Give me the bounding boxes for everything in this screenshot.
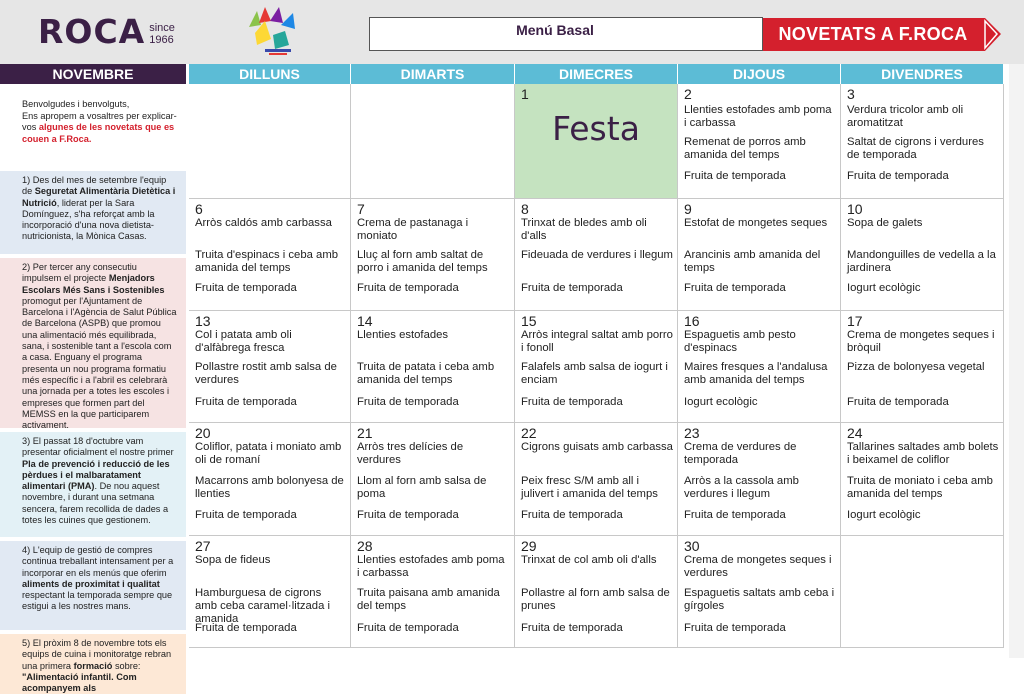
second-course: Peix fresc S/M amb all i julivert i amanida del temps — [521, 475, 658, 500]
day-number: 23 — [684, 425, 700, 441]
dessert: Fruita de temporada — [684, 170, 786, 182]
note-text: 4) L'equip de gestió de compres continua treballant intensament per a incorporar en els menús que oferim — [22, 545, 174, 578]
dessert: Fruita de temporada — [684, 622, 786, 634]
day-cell-22 — [515, 423, 678, 536]
note-highlight: Seguretat Alimentària Dietètica i Nutrició — [22, 186, 176, 208]
dessert: Fruita de temporada — [357, 282, 459, 294]
note-text: promogut per l'Ajuntament de Barcelona i l'Agència de Salut Pública de Barcelona (ASPB) que promou una alimentació més equilibrada, sana, i sostenible tant a l'escola com a casa. Enguany el programa presenta un nou programa formatiu més específic i a l'abril es celebrarà una jornada per a totes les escoles i empreses que formen part del MEMSS en la que participarem activament. — [22, 295, 177, 431]
day-number: 20 — [195, 425, 211, 441]
dessert: Fruita de temporada — [684, 509, 786, 521]
day-cell-21 — [351, 423, 515, 536]
day-number: 14 — [357, 313, 373, 329]
logo-since: since 1966 — [149, 22, 175, 46]
day-number: 6 — [195, 201, 203, 217]
note-text: 3) El passat 18 d'octubre vam presentar oficialment el nostre primer — [22, 436, 174, 458]
second-course: Pollastre al forn amb salsa de prunes — [521, 587, 670, 612]
note-text: 2) Per tercer any consecutiu impulsem el projecte — [22, 262, 137, 284]
day-number: 30 — [684, 538, 700, 554]
first-course: Verdura tricolor amb oli aromatitzat — [847, 104, 964, 129]
note-text: . De nou aquest novembre, i durant una setmana sencera, farem recollida de dades a totes les cuines que gestionem. — [22, 481, 169, 526]
day-number: 28 — [357, 538, 373, 554]
second-course: Arròs a la cassola amb verdures i llegum — [684, 475, 799, 500]
day-cell-23 — [678, 423, 841, 536]
menu-title: Menú Basal — [516, 22, 594, 38]
day-cell-1 — [515, 84, 678, 199]
day-number: 2 — [684, 86, 692, 102]
first-course: Coliflor, patata i moniato amb oli de romaní — [195, 441, 342, 466]
dessert: Fruita de temporada — [357, 509, 459, 521]
news-note — [0, 541, 186, 630]
day-cell-30 — [678, 536, 841, 648]
day-cell-17 — [841, 311, 1004, 423]
first-course: Sopa de fideus — [195, 554, 271, 566]
first-course: Tallarines saltades amb bolets i beixamel de coliflor — [847, 441, 999, 466]
day-number: 17 — [847, 313, 863, 329]
page-header — [0, 0, 1024, 64]
banner-text: NOVETATS A F.ROCA — [778, 24, 968, 44]
day-cell-29 — [515, 536, 678, 648]
second-course: Remenat de porros amb amanida del temps — [684, 136, 806, 161]
month-title: NOVEMBRE — [0, 64, 186, 84]
day-number: 9 — [684, 201, 692, 217]
intro-highlight: algunes de les novetats que es couen a F.Roca. — [22, 122, 175, 144]
dessert: Fruita de temporada — [521, 622, 623, 634]
news-note — [0, 432, 186, 537]
menu-title-box — [369, 17, 763, 51]
note-highlight: Pla de prevenció i reducció de les pèrdues i el malbaratament alimentari (PMA) — [22, 458, 170, 492]
first-course: Arròs integral saltat amb porro i fonoll — [521, 329, 673, 354]
first-course: Cigrons guisats amb carbassa — [521, 441, 673, 453]
dessert: Fruita de temporada — [357, 622, 459, 634]
day-cell-2 — [678, 84, 841, 199]
day-number: 8 — [521, 201, 529, 217]
day-number: 21 — [357, 425, 373, 441]
dessert: Fruita de temporada — [684, 282, 786, 294]
day-header: DIMARTS — [351, 64, 514, 84]
dessert: Iogurt ecològic — [684, 396, 758, 408]
second-course: Mandonguilles de vedella a la jardinera — [847, 249, 996, 274]
day-number: 16 — [684, 313, 700, 329]
intro-greeting: Benvolgudes i benvolguts, — [22, 99, 130, 109]
day-cell-9 — [678, 199, 841, 311]
first-course: Col i patata amb oli d'alfàbrega fresca — [195, 329, 292, 354]
dessert: Fruita de temporada — [521, 396, 623, 408]
day-number: 24 — [847, 425, 863, 441]
day-header: DIMECRES — [515, 64, 677, 84]
note-highlight: formació — [73, 660, 113, 671]
second-course: Falafels amb salsa de iogurt i enciam — [521, 361, 668, 386]
first-course: Espaguetis amb pesto d'espinacs — [684, 329, 796, 354]
first-course: Arròs caldós amb carbassa — [195, 217, 332, 229]
news-note — [0, 258, 186, 431]
day-cell-27 — [189, 536, 351, 648]
day-number: 10 — [847, 201, 863, 217]
dessert: Fruita de temporada — [847, 170, 949, 182]
day-cell-14 — [351, 311, 515, 423]
day-cell-3 — [841, 84, 1004, 199]
note-highlight: aliments de proximitat i qualitat — [22, 578, 160, 589]
dessert: Fruita de temporada — [847, 396, 949, 408]
news-note — [0, 634, 186, 694]
first-course: Crema de mongetes seques i bròquil — [847, 329, 995, 354]
day-cell-24 — [841, 423, 1004, 536]
first-course: Crema de mongetes seques i verdures — [684, 554, 832, 579]
holiday-label: Festa — [552, 109, 640, 148]
first-course: Trinxat de bledes amb oli d'alls — [521, 217, 647, 242]
dessert: Fruita de temporada — [195, 622, 297, 634]
news-note — [0, 171, 186, 254]
day-cell-7 — [351, 199, 515, 311]
dessert: Fruita de temporada — [195, 282, 297, 294]
first-course: Llenties estofades amb poma i carbassa — [357, 554, 505, 579]
day-number: 27 — [195, 538, 211, 554]
second-course: Arancinis amb amanida del temps — [684, 249, 821, 274]
dessert: Iogurt ecològic — [847, 282, 921, 294]
day-number: 22 — [521, 425, 537, 441]
second-course: Llom al forn amb salsa de poma — [357, 475, 487, 500]
first-course: Arròs tres delícies de verdures — [357, 441, 464, 466]
second-course: Hamburguesa de cigrons amb ceba caramel·litzada i amanida — [195, 587, 330, 625]
second-course: Maires fresques a l'andalusa amb amanida del temps — [684, 361, 828, 386]
day-cell-15 — [515, 311, 678, 423]
intro-text — [22, 111, 178, 146]
day-cell-28 — [351, 536, 515, 648]
note-text: , liderat per la Sara Domínguez, s'ha reforçat amb la incorporació d'una nova dietista-nutricionista, la Mònica Casas. — [22, 197, 155, 242]
scrollbar[interactable] — [1009, 64, 1024, 658]
news-notes — [0, 171, 186, 694]
first-course: Llenties estofades amb poma i carbassa — [684, 104, 832, 129]
first-course: Estofat de mongetes seques — [684, 217, 828, 229]
note-text: 1) Des del mes de setembre l'equip de — [22, 175, 167, 197]
second-course: Lluç al forn amb saltat de porro i amanida del temps — [357, 249, 488, 274]
hands-logo-icon — [243, 5, 301, 57]
sidebar — [0, 64, 186, 694]
day-cell-13 — [189, 311, 351, 423]
day-number: 7 — [357, 201, 365, 217]
second-course: Truita d'espinacs i ceba amb amanida del temps — [195, 249, 339, 274]
day-number: 1 — [521, 86, 529, 102]
note-text: 5) El pròxim 8 de novembre tots els equips de cuina i monitoratge rebran una primera — [22, 638, 172, 671]
second-course: Espaguetis saltats amb ceba i gírgoles — [684, 587, 835, 612]
day-number: 15 — [521, 313, 537, 329]
empty-day-cell — [841, 536, 1004, 648]
note-highlight: "Alimentació infantil. Com acompanyem als — [22, 671, 137, 694]
note-highlight: Menjadors Escolars Més Sans i Sostenibles — [22, 273, 165, 295]
day-cell-10 — [841, 199, 1004, 311]
dessert: Fruita de temporada — [521, 282, 623, 294]
second-course: Saltat de cigrons i verdures de temporada — [847, 136, 984, 161]
day-cell-20 — [189, 423, 351, 536]
empty-day-cell — [189, 84, 351, 199]
day-header: DILLUNS — [189, 64, 350, 84]
second-course: Truita paisana amb amanida del temps — [357, 587, 500, 612]
empty-day-cell — [351, 84, 515, 199]
second-course: Truita de patata i ceba amb amanida del temps — [357, 361, 495, 386]
day-cell-6 — [189, 199, 351, 311]
day-header: DIJOUS — [678, 64, 840, 84]
day-number: 29 — [521, 538, 537, 554]
second-course: Pollastre rostit amb salsa de verdures — [195, 361, 337, 386]
second-course: Truita de moniato i ceba amb amanida del temps — [847, 475, 993, 500]
day-cell-16 — [678, 311, 841, 423]
dessert: Fruita de temporada — [195, 509, 297, 521]
roca-logo — [38, 12, 193, 51]
first-course: Crema de pastanaga i moniato — [357, 217, 469, 242]
first-course: Sopa de galets — [847, 217, 923, 229]
day-header: DIVENDRES — [841, 64, 1003, 84]
dessert: Iogurt ecològic — [847, 509, 921, 521]
day-cell-8 — [515, 199, 678, 311]
second-course: Pizza de bolonyesa vegetal — [847, 361, 985, 373]
second-course: Fideuada de verdures i llegum — [521, 249, 673, 261]
dessert: Fruita de temporada — [195, 396, 297, 408]
dessert: Fruita de temporada — [521, 509, 623, 521]
intro-body: Ens apropem a vosaltres per explicar-vos — [22, 110, 177, 132]
sidebar-intro — [0, 84, 186, 171]
second-course: Macarrons amb bolonyesa de llenties — [195, 475, 344, 500]
first-course: Trinxat de col amb oli d'alls — [521, 554, 657, 566]
note-text: sobre: — [112, 660, 141, 671]
logo-word: ROCA — [38, 12, 146, 51]
dessert: Fruita de temporada — [357, 396, 459, 408]
day-number: 13 — [195, 313, 211, 329]
day-number: 3 — [847, 86, 855, 102]
note-text: respectant la temporada sempre que estigui a les nostres mans. — [22, 590, 173, 612]
first-course: Llenties estofades — [357, 329, 449, 341]
first-course: Crema de verdures de temporada — [684, 441, 797, 466]
